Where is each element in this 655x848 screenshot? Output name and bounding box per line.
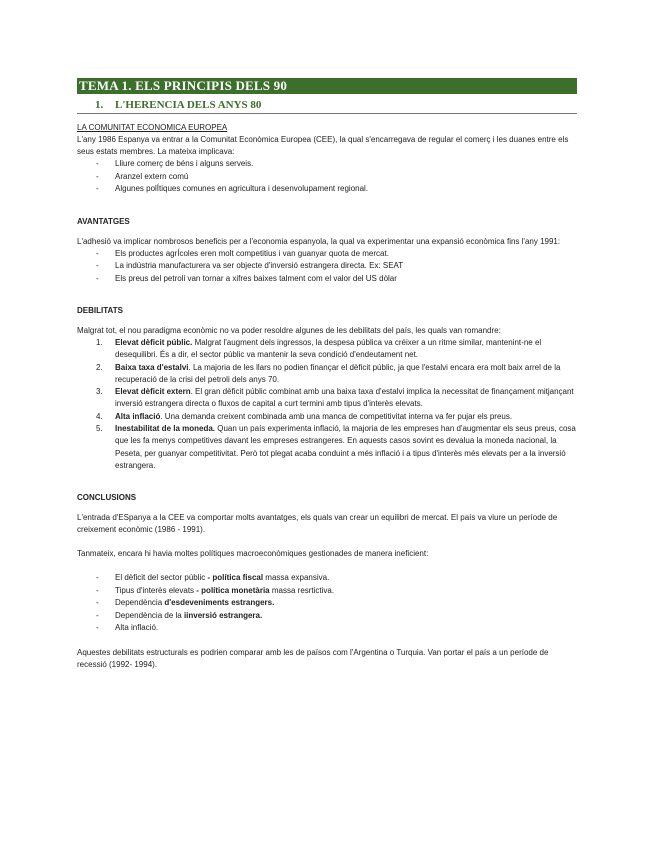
avantatges-list (77, 248, 577, 286)
debilitats-list (77, 337, 577, 472)
list-item: - Aranzel extern comú (96, 171, 189, 181)
section-heading (77, 97, 577, 114)
list-item: - Alta inflació. (96, 623, 159, 633)
list-item: - Dependència de la iinversió estrangera. (96, 610, 263, 620)
conclusions-paragraph-1: L'entrada d'ESpanya a la CEE va comportar molts avantatges, els quals van crear un equilibri de mercat. El país va viure un període de creixement econòmic (1986 - 1991). (77, 513, 558, 535)
list-item: 1. Elevat dèficit públic. Malgrat l'augment dels ingressos, la despesa pública va créixer a un ritme similar, mantenint-ne el desequilibri. És a dir, el sector públic va mantenir la seva condició d'endeutament net. (96, 338, 542, 360)
conclusions-paragraph-2: Tanmateix, encara hi havia moltes polítiques macroeconòmiques gestionades de manera ineficient: (77, 549, 429, 559)
list-item: - Els productes agrÍcoles eren molt competitius i van guanyar quota de mercat. (96, 248, 389, 258)
cee-heading: LA COMUNITAT ECONOMICA EUROPEA (77, 123, 228, 132)
list-item: - Lliure comerç de béns i alguns serveis. (96, 159, 254, 168)
document-content (77, 78, 577, 671)
list-item: - Tipus d'interès elevats - política monetària massa resrtictiva. (96, 585, 335, 595)
list-item: - Algunes polÍtiques comunes en agricultura i desenvolupament regional. (96, 184, 369, 193)
section-title: L'HERENCIA DELS ANYS 80 (115, 99, 262, 111)
list-item: 5. Inestabilitat de la moneda. Quan un país experimenta inflació, la majoria de les empreses han d'augmentar els seus preus, cosa que les fa menys competitives davant les empreses estrangeres. En aquests casos sovint es devalua la moneda nacional, la Peseta, per guanyar competitivitat. Però tot plegat acaba conduint a més inflació i a tipus d'interès més elevats per a la inversió estrangera. (96, 424, 576, 470)
conclusions-list (77, 572, 577, 635)
list-item: - La indústria manufacturera va ser objecte d'inversió estrangera directa. Ex: SEAT (96, 261, 404, 270)
section-number: 1. (95, 99, 104, 111)
list-item: - El dèficit del sector públic - política fiscal massa expansiva. (96, 573, 330, 583)
conclusions-paragraph-3: Aquestes debilitats estructurals es podrien comparar amb les de països com l'Argentina o Turquia. Van portar el país a un període de recessió (1992- 1994). (77, 647, 549, 669)
debilitats-intro: Malgrat tot, el nou paradigma econòmic no va poder resoldre algunes de les debilitats del país, les quals van romandre: (77, 326, 501, 335)
list-item: 2. Baixa taxa d'estalvi. La majoria de les llars no podien finançar el dèficit públic, ja que l'estalvi encara era molt baix arrel de la recuperació de la crisi del petroli dels anys 70. (96, 362, 561, 384)
cee-list (77, 158, 577, 196)
avantatges-heading: AVANTATGES (77, 216, 130, 226)
list-item: - Dependència d'esdeveniments estrangers. (96, 598, 275, 608)
conclusions-heading: CONCLUSIONS (77, 493, 137, 503)
list-item: 3. Elevat dèficit extern. El gran dèficit públic combinat amb una baixa taxa d'estalvi implica la necessitat de finançament mitjançant inversió estrangera directa o fluxos de capital a curt termini amb tipus d'interès elevats. (96, 387, 574, 409)
list-item: 4. Alta inflació. Una demanda creixent combinada amb una manca de competitivitat interna va fer pujar els preus. (96, 411, 513, 421)
document-title: TEMA 1. ELS PRINCIPIS DELS 90 (77, 78, 577, 94)
avantatges-intro: L'adhesió va implicar nombrosos beneficis per a l'economia espanyola, la qual va experimentar una expansió econòmica fins l'any 1991: (77, 236, 561, 246)
list-item: - Els preus del petroli van tornar a xifres baixes talment com el valor del US dòlar (96, 273, 397, 283)
debilitats-heading: DEBILITATS (77, 306, 123, 315)
cee-intro: L'any 1986 Espanya va entrar a la Comunitat Econòmica Europea (CEE), la qual s'encarregava de regular el comerç i les duanes entre els seus estats membres. La mateixa implicava: (77, 135, 569, 156)
